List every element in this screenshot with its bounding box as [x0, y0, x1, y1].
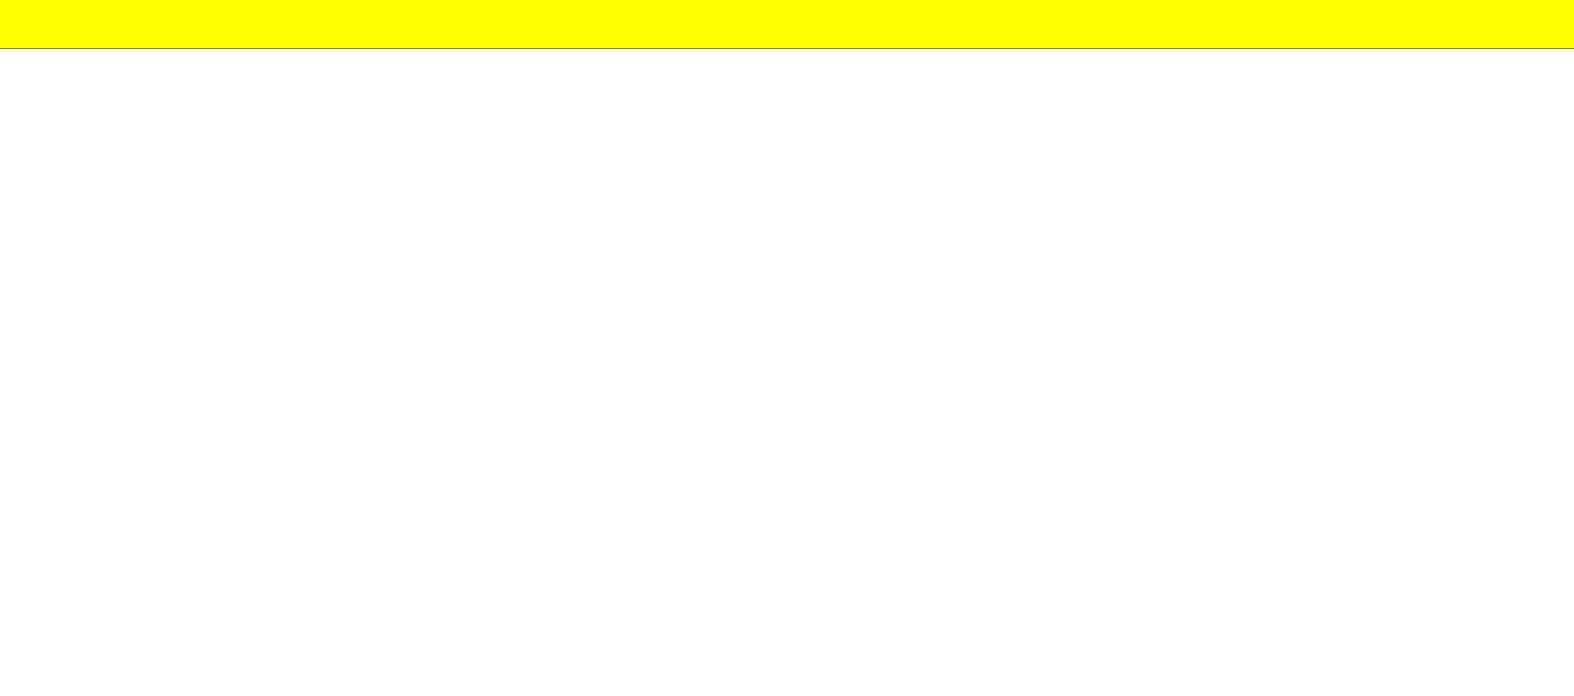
header-row — [0, 0, 1574, 49]
